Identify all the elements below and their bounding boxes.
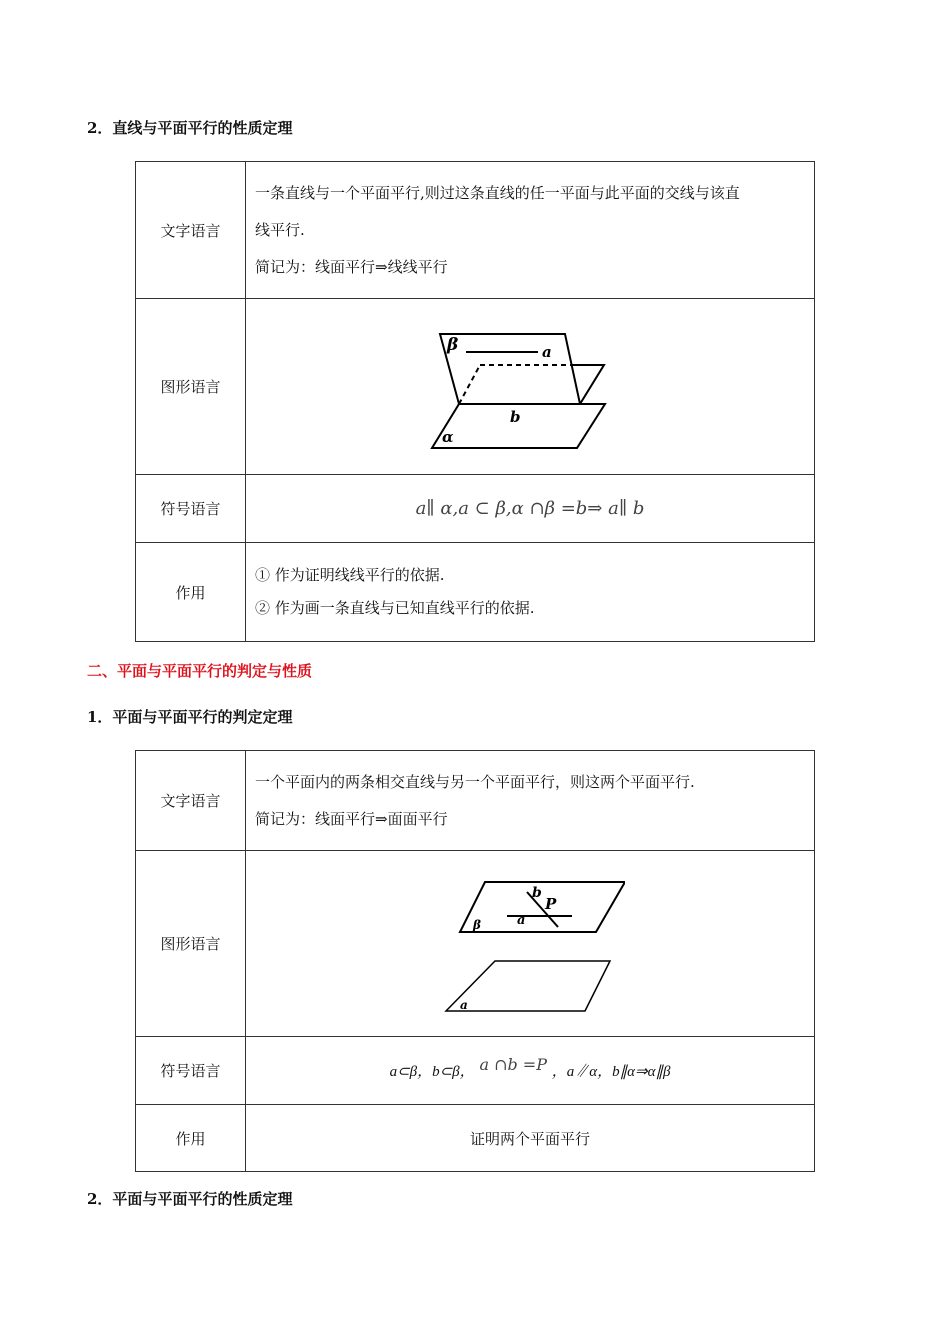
plane-beta-2 bbox=[460, 882, 625, 932]
use-content-2: 证明两个平面平行 bbox=[246, 1105, 815, 1172]
text-language-content-2 bbox=[246, 751, 815, 851]
use-line-2: ② 作为画一条直线与已知直线平行的依据. bbox=[255, 599, 535, 617]
figure-language-content-2 bbox=[246, 851, 815, 1037]
use-label: 作用 bbox=[136, 543, 246, 642]
text-language-content bbox=[246, 162, 815, 299]
use-content bbox=[246, 543, 815, 642]
text-line-1: 一条直线与一个平面平行,则过这条直线的任一平面与此平面的交线与该直 bbox=[255, 183, 740, 202]
label-beta: β bbox=[447, 334, 459, 355]
symbol-language-label-2: 符号语言 bbox=[136, 1037, 246, 1105]
plane-plane-criterion-table bbox=[135, 750, 815, 1172]
label-b-2: b bbox=[532, 884, 542, 901]
section-heading-plane-plane-criterion: 1．平面与平面平行的判定定理 bbox=[87, 708, 293, 726]
label-P: P bbox=[545, 894, 557, 913]
plane-hidden-edge-left bbox=[459, 365, 480, 404]
text-language-label-2: 文字语言 bbox=[136, 751, 246, 851]
label-a: a bbox=[542, 342, 552, 361]
part-heading-plane-plane: 二、平面与平面平行的判定与性质 bbox=[87, 662, 313, 680]
figure-language-label-2: 图形语言 bbox=[136, 851, 246, 1037]
symbol-language-content bbox=[246, 475, 815, 543]
section-heading-plane-plane-property: 2．平面与平面平行的性质定理 bbox=[87, 1190, 293, 1208]
symbol-formula: a∥ α,a ⊂ β,α ∩β =b⇒ a∥ b bbox=[415, 498, 645, 519]
label-alpha-2: a bbox=[460, 997, 468, 1012]
text-line-2: 线平行. bbox=[255, 220, 305, 239]
symbol-language-label: 符号语言 bbox=[136, 475, 246, 543]
use-label-2: 作用 bbox=[136, 1105, 246, 1172]
text-line-3: 简记为：线面平行⇒线线平行 bbox=[255, 257, 448, 276]
figure-language-content bbox=[246, 299, 815, 475]
figure-language-label: 图形语言 bbox=[136, 299, 246, 475]
label-beta-2: β bbox=[473, 917, 481, 932]
label-a-2: a bbox=[517, 912, 526, 928]
section-heading-line-plane-property: 2．直线与平面平行的性质定理 bbox=[87, 119, 293, 137]
symbol-part-2: a ∩b =P bbox=[479, 1055, 547, 1074]
text-line-1-2: 一个平面内的两条相交直线与另一个平面平行，则这两个平面平行. bbox=[255, 772, 695, 791]
label-b: b bbox=[510, 407, 521, 426]
line-plane-figure bbox=[430, 322, 630, 452]
label-alpha: α bbox=[442, 427, 454, 446]
text-line-2-2: 简记为：线面平行⇒面面平行 bbox=[255, 809, 448, 828]
text-language-label: 文字语言 bbox=[136, 162, 246, 299]
plane-beta bbox=[440, 334, 580, 404]
symbol-part-1: a⊂β，b⊂β， bbox=[389, 1064, 475, 1080]
symbol-language-content-2 bbox=[246, 1037, 815, 1105]
line-plane-property-table bbox=[135, 161, 815, 642]
plane-alpha-2 bbox=[446, 961, 610, 1011]
symbol-part-3: ，a∥α，b∥α⇒α∥β bbox=[551, 1064, 671, 1080]
plane-plane-figure bbox=[435, 874, 625, 1014]
use-line-1: ① 作为证明线线平行的依据. bbox=[255, 566, 445, 584]
